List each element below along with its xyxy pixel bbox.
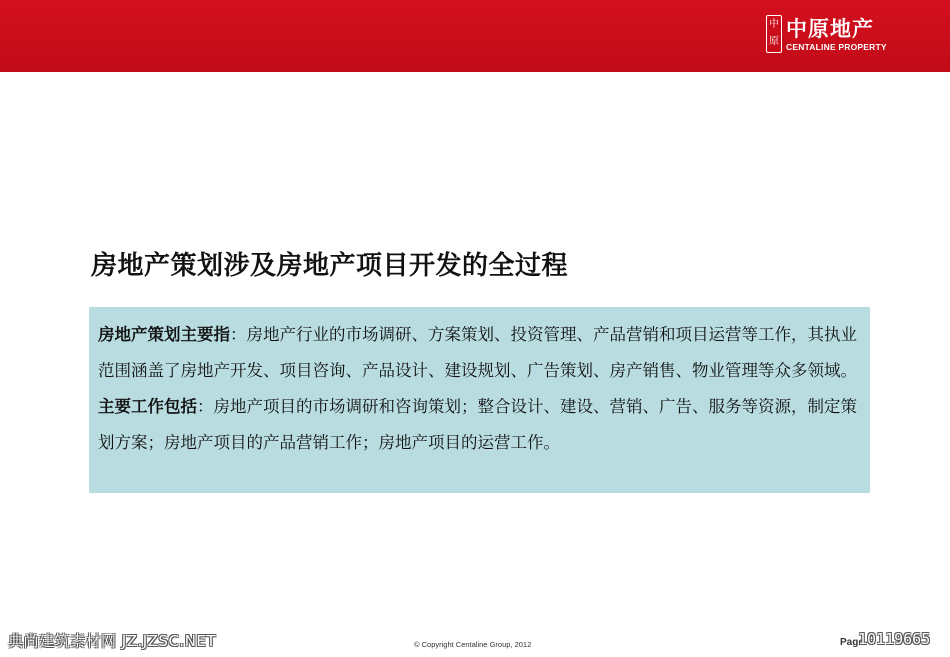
logo-english-name: CENTALINE PROPERTY xyxy=(786,41,887,52)
slide-title: 房地产策划涉及房地产项目开发的全过程 xyxy=(91,251,569,281)
watermark-left: 典尚建筑素材网 JZ.JZSC.NET xyxy=(8,632,217,650)
centaline-logo xyxy=(766,14,887,54)
paragraph-definition xyxy=(98,317,858,389)
definition-text: ：房地产行业的市场调研、方案策划、投资管理、产品营销和项目运营等工作，其执业范围涵盖了房地产开发、项目咨询、产品设计、建设规划、广告策划、房产销售、物业管理等众多领域。 xyxy=(98,325,857,380)
definition-label: 房地产策划主要指 xyxy=(98,325,230,344)
main-work-label: 主要工作包括 xyxy=(98,397,197,416)
logo-text xyxy=(786,17,887,52)
logo-seal-icon: 中原 xyxy=(766,15,782,53)
main-work-text: ：房地产项目的市场调研和咨询策划；整合设计、建设、营销、广告、服务等资源，制定策划方案；房地产项目的产品营销工作；房地产项目的运营工作。 xyxy=(98,397,857,452)
copyright-text: © Copyright Centaline Group, 2012 xyxy=(414,640,532,649)
page-label: Page xyxy=(840,637,864,648)
watermark-right: 10119665 xyxy=(858,630,931,648)
paragraph-main-work xyxy=(98,389,858,461)
content-box xyxy=(89,307,870,493)
logo-chinese-name: 中原地产 xyxy=(786,16,874,41)
header-bar xyxy=(0,0,950,72)
